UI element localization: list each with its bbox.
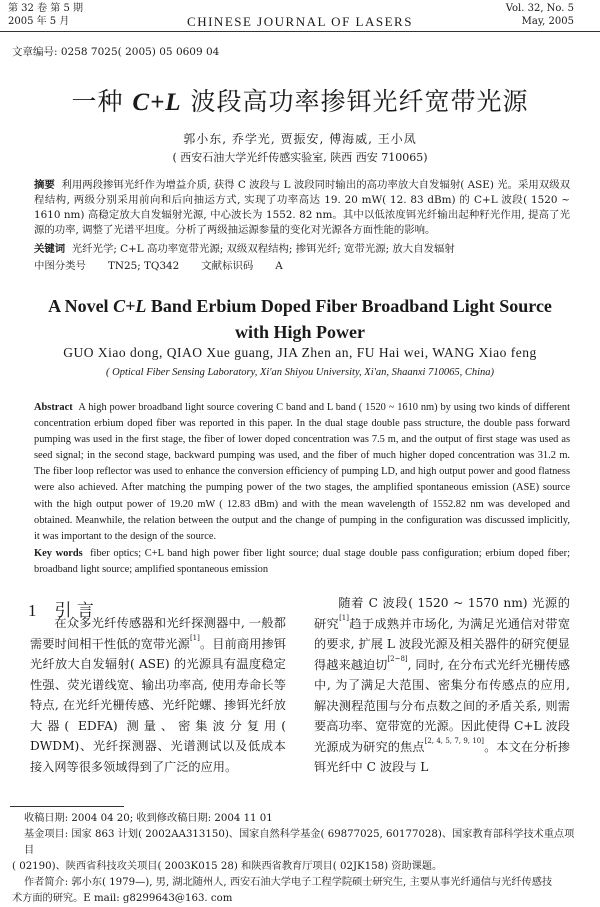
cn-keywords-text: 光纤光学; C+L 高功率宽带光源; 双级双程结构; 掺铒光纤; 宽带光源; 放大自发辐射 <box>71 243 455 255</box>
body-right-text-d: 。本文在分析掺铒光纤中 C 波段与 L <box>314 739 571 774</box>
classification <box>34 257 305 272</box>
english-affiliation: ( Optical Fiber Sensing Laboratory, Xi'an Shiyou University, Xi'an, Shaanxi 710065, China) <box>105 367 494 378</box>
chinese-title <box>0 82 600 118</box>
body-right-text-c: , 同时, 在分布式光纤光栅传感中, 为了满足大范围、密集分布传感点的应用, 解决测程范围与分布点数之间的矛盾关系, 则需要高功率、宽带宽的光源。因此使得 C+L 波段光源成为研究的焦点 <box>314 657 570 754</box>
body-right-text-b: 趋于成熟并市场化, 为满足光通信对带宽的要求, 扩展 L 波段光源及相关器件的研究便显得越来越迫切 <box>314 616 571 672</box>
clc-label: 中图分类号 <box>34 260 86 272</box>
fund-info-cont: ( 02190)、陕西省科技攻关项目( 2003K015 28) 和陕西省教育厅项目( 02JK158) 资助课题。 <box>12 861 443 872</box>
doc-code-value: A <box>275 260 283 272</box>
author-bio: 作者简介: 郭小东( 1979—), 男, 湖北随州人, 西安石油大学电子工程学院硕士研究生, 主要从事光纤通信与光纤传感技 <box>24 877 553 888</box>
english-keywords <box>34 546 570 578</box>
body-column-right <box>314 593 570 778</box>
article-number: 文章编号: 0258 7025( 2005) 05 0609 04 <box>12 46 220 58</box>
section-title: 引 言 <box>54 601 94 621</box>
footnotes <box>12 811 584 907</box>
citation: [2, 4, 5, 7, 9, 10] <box>424 736 484 745</box>
en-title-post: Band Erbium Doped Fiber Broadband Light Source <box>146 296 552 316</box>
header-volume-right <box>506 2 574 28</box>
chinese-abstract <box>34 178 570 238</box>
clc-value: TN25; TQ342 <box>107 260 180 272</box>
english-title <box>0 293 600 345</box>
en-title-line2: with High Power <box>235 322 365 342</box>
en-title-band: C+L <box>113 296 147 316</box>
body-column-left <box>30 613 286 777</box>
english-abstract <box>34 400 570 545</box>
chinese-authors: 郭小东, 乔学光, 贾振安, 傅海威, 王小凤 <box>183 132 417 146</box>
cn-title-pre: 一种 <box>71 87 133 116</box>
header-volume-en: Vol. 32, No. 5 <box>505 3 574 14</box>
body-right-text-a: 随着 C 波段( 1520 ~ 1570 nm) 光源的研究 <box>314 596 570 631</box>
english-authors: GUO Xiao dong, QIAO Xue guang, JIA Zhen an, FU Hai wei, WANG Xiao feng <box>63 345 537 360</box>
citation: [2~8] <box>387 654 408 663</box>
en-keywords-label: Key words <box>34 548 83 559</box>
header-date-en: May, 2005 <box>521 16 574 27</box>
journal-name: CHINESE JOURNAL OF LASERS <box>187 14 413 29</box>
footnote-divider <box>10 806 124 807</box>
en-title-line1 <box>0 293 600 319</box>
chinese-keywords <box>34 240 570 255</box>
en-keywords-text: fiber optics; C+L band high power fiber light source; dual stage double pass configuration; erbium doped fiber; broadband light source; amplified spontaneous emission <box>34 548 571 575</box>
section-number: 1 <box>28 601 37 620</box>
citation: [1] <box>339 613 349 622</box>
doc-code-label: 文献标识码 <box>201 260 254 272</box>
en-title-pre: A Novel <box>48 296 114 316</box>
cn-title-band: C+L <box>132 89 182 116</box>
cn-abstract-label: 摘要 <box>34 179 55 191</box>
header-volume: 第 32 卷 第 5 期 <box>8 3 83 14</box>
cn-title-post: 波段高功率掺铒光纤宽带光源 <box>181 87 529 116</box>
received-date: 收稿日期: 2004 04 20; 收到修改稿日期: 2004 11 01 <box>24 813 273 824</box>
cn-keywords-label: 关键词 <box>34 243 66 255</box>
author-bio-cont: 术方面的研究。E mail: g8299643@163. com <box>12 893 233 904</box>
cn-abstract-text: 利用两段掺铒光纤作为增益介质, 获得 C 波段与 L 波段同时输出的高功率放大自发辐射( ASE) 光。采用双级双程结构, 两级分别采用前向和后向抽运方式, 实现了功率高达 19. 20 mW( 12. 83 dBm) 的 C+L 波段( 1520 ~ 1610 nm) 高稳定放大自发辐射光源, 中心波长为 1552. 82 nm。其中以低浓度铒光纤输出起种籽光作用, 提高了光源的功率, 调整了光谱平坦度。分析了两级抽运源参量的变化对光源各方面性能的影响。 <box>34 179 571 236</box>
en-abstract-label: Abstract <box>34 402 73 413</box>
en-abstract-text: A high power broadband light source covering C band and L band ( 1520 ~ 1610 nm) by using two kinds of different concentration erbium doped fiber was reported in this paper. In the dual stage double pass structure, the double pass forward pumping was used in the first stage, the fiber of lower doped concentration was 7.5 m, and the output of first stage was used as seed signal; in the second stage, backward pumping was used, and the fiber of much higher doped concentration was 31.2 m. The fiber loop reflector was used to enhance the conversion efficiency of pumping LD, and high output power and good flatness were also achieved. After matching the pumping power of the two stages, the amplified spontaneous emission (ASE) source with the high output power of 19.20 mW ( 12.83 dBm) and with the mean wavelength of 1552.82 nm was developed and obtained. Meanwhile, the relation between the output and the change of pumping in the configuration was discussed implicitly, it was important to the design of the source. <box>34 402 571 542</box>
header-divider <box>0 31 600 32</box>
citation: [1] <box>189 633 200 642</box>
header-date: 2005 年 5 月 <box>8 16 70 27</box>
fund-info: 基金项目: 国家 863 计划( 2002AA313150)、国家自然科学基金( 69877025, 60177028)、国家教育部科学技术重点项目 <box>24 829 575 856</box>
body-left-text-b: 。目前商用掺铒光纤放大自发辐射( ASE) 的光源具有温度稳定性强、荧光谱线宽、输出功率高, 使用寿命长等特点, 在光纤光栅传感、光纤陀螺、掺铒光纤放大器( EDFA) 测量、密集波分复用( DWDM)、光纤探测器、光谱测试以及低成本接入网等很多领域得到了广泛的应用。 <box>30 636 287 774</box>
body-left-text-a: 在众多光纤传感器和光纤探测器中, 一般都需要时间相干性低的宽带光源 <box>30 616 286 651</box>
chinese-affiliation: ( 西安石油大学光纤传感实验室, 陕西 西安 710065) <box>172 151 428 164</box>
